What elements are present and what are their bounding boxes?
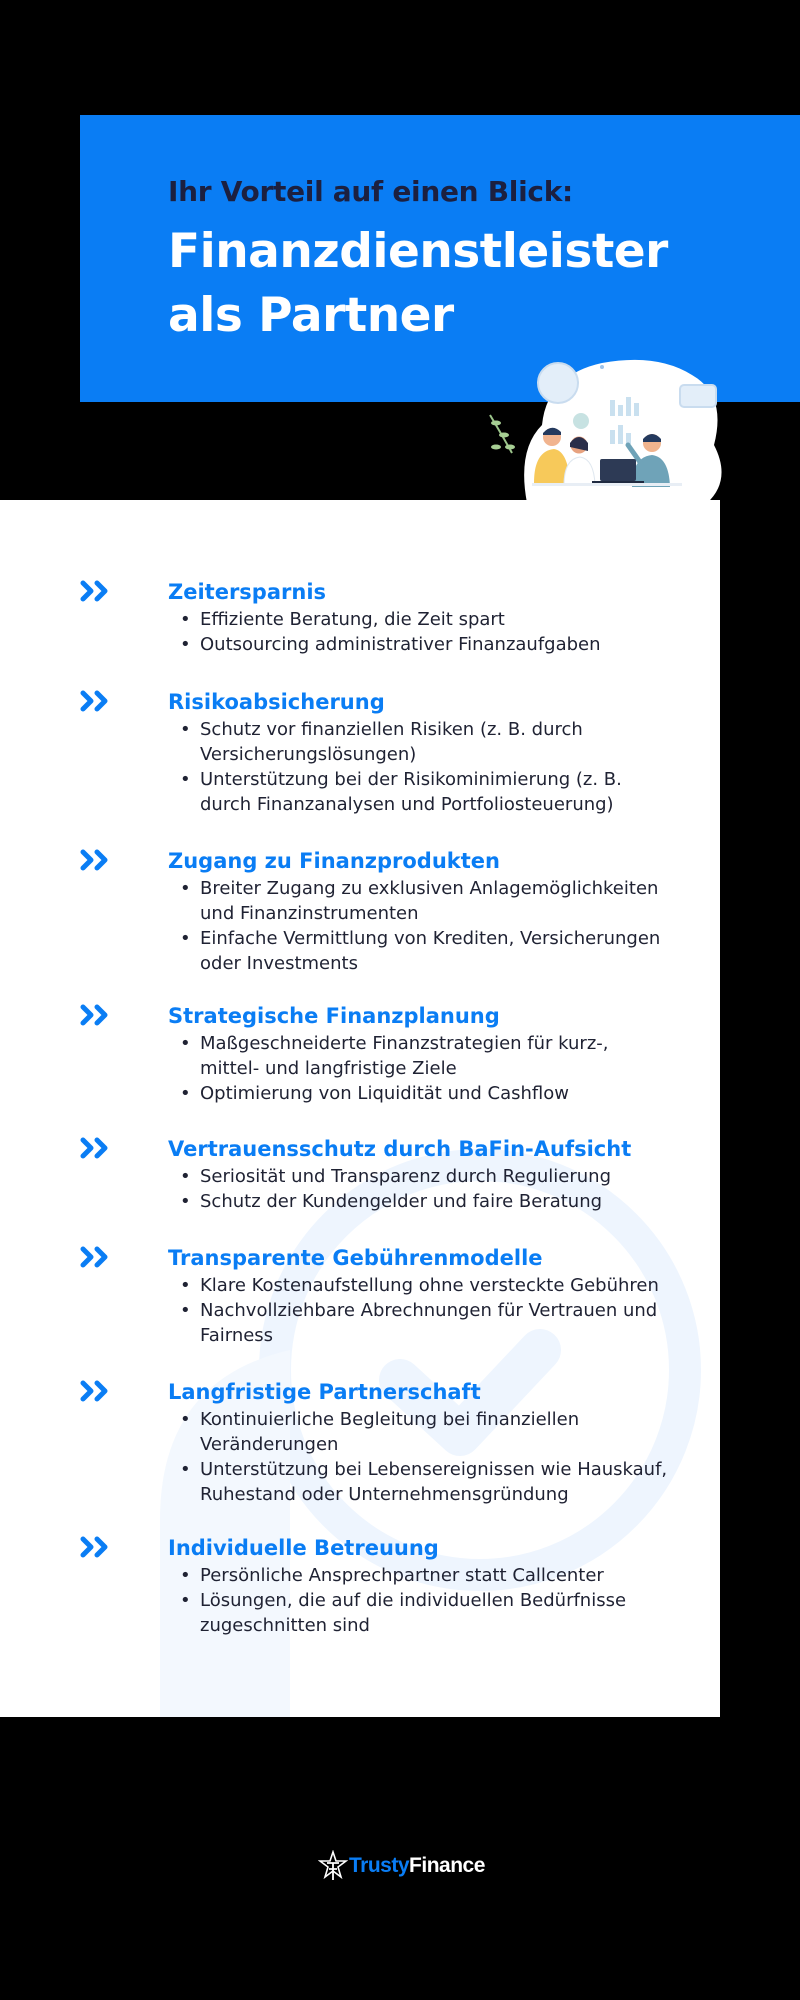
bullet-list — [168, 717, 668, 817]
list-item: • Persönliche Ansprechpartner statt Callcenter — [168, 1563, 668, 1588]
bullet-list — [168, 1563, 668, 1638]
list-item: • Nachvollziehbare Abrechnungen für Vertrauen und Fairness — [168, 1298, 668, 1348]
bullet-list — [168, 1031, 668, 1106]
tf-star-logo-icon — [318, 1850, 348, 1882]
list-item: • Optimierung von Liquidität und Cashflow — [168, 1081, 668, 1106]
brand-name — [349, 1854, 485, 1878]
list-item: • Maßgeschneiderte Finanzstrategien für kurz-, mittel- und langfristige Ziele — [168, 1031, 668, 1081]
brand-name-part-2: Finance — [409, 1854, 485, 1877]
double-chevron-right-icon — [80, 1536, 114, 1558]
double-chevron-right-icon — [80, 1246, 114, 1268]
double-chevron-right-icon — [80, 1380, 114, 1402]
section-title: Zeitersparnis — [168, 580, 327, 604]
double-chevron-right-icon — [80, 1004, 114, 1026]
section-title: Individuelle Betreuung — [168, 1536, 439, 1560]
section-title: Langfristige Partnerschaft — [168, 1380, 481, 1404]
double-chevron-right-icon — [80, 849, 114, 871]
section-title: Transparente Gebührenmodelle — [168, 1246, 543, 1270]
bullet-list — [168, 607, 668, 657]
list-item: • Breiter Zugang zu exklusiven Anlagemöglichkeiten und Finanzinstrumenten — [168, 876, 668, 926]
list-item: • Lösungen, die auf die individuellen Bedürfnisse zugeschnitten sind — [168, 1588, 668, 1638]
list-item: • Seriosität und Transparenz durch Regulierung — [168, 1164, 668, 1189]
bullet-list — [168, 1407, 668, 1507]
page-title-line-2: als Partner — [168, 288, 454, 343]
bullet-list — [168, 1273, 668, 1348]
trustyfinance-logo — [318, 1846, 485, 1886]
list-item: • Klare Kostenaufstellung ohne versteckte Gebühren — [168, 1273, 668, 1298]
double-chevron-right-icon — [80, 1137, 114, 1159]
page-title — [168, 220, 668, 348]
brand-name-part-1: Trusty — [349, 1854, 410, 1877]
team-meeting-illustration — [482, 355, 732, 505]
list-item: • Schutz der Kundengelder und faire Beratung — [168, 1189, 668, 1214]
section-title: Vertrauensschutz durch BaFin-Aufsicht — [168, 1137, 632, 1161]
section-title: Zugang zu Finanzprodukten — [168, 849, 500, 873]
page-title-line-1: Finanzdienstleister — [168, 224, 668, 279]
bullet-list — [168, 1164, 668, 1214]
benefits-panel — [0, 500, 720, 1717]
list-item: • Kontinuierliche Begleitung bei finanziellen Veränderungen — [168, 1407, 668, 1457]
list-item: • Unterstützung bei der Risikominimierung (z. B. durch Finanzanalysen und Portfoliosteuerung) — [168, 767, 668, 817]
list-item: • Einfache Vermittlung von Krediten, Versicherungen oder Investments — [168, 926, 668, 976]
list-item: • Outsourcing administrativer Finanzaufgaben — [168, 632, 668, 657]
double-chevron-right-icon — [80, 690, 114, 712]
double-chevron-right-icon — [80, 580, 114, 602]
list-item: • Unterstützung bei Lebensereignissen wie Hauskauf, Ruhestand oder Unternehmensgründung — [168, 1457, 668, 1507]
hero-kicker: Ihr Vorteil auf einen Blick: — [168, 175, 573, 208]
bullet-list — [168, 876, 668, 976]
section-title: Risikoabsicherung — [168, 690, 385, 714]
section-title: Strategische Finanzplanung — [168, 1004, 500, 1028]
list-item: • Effiziente Beratung, die Zeit spart — [168, 607, 668, 632]
list-item: • Schutz vor finanziellen Risiken (z. B. durch Versicherungslösungen) — [168, 717, 668, 767]
